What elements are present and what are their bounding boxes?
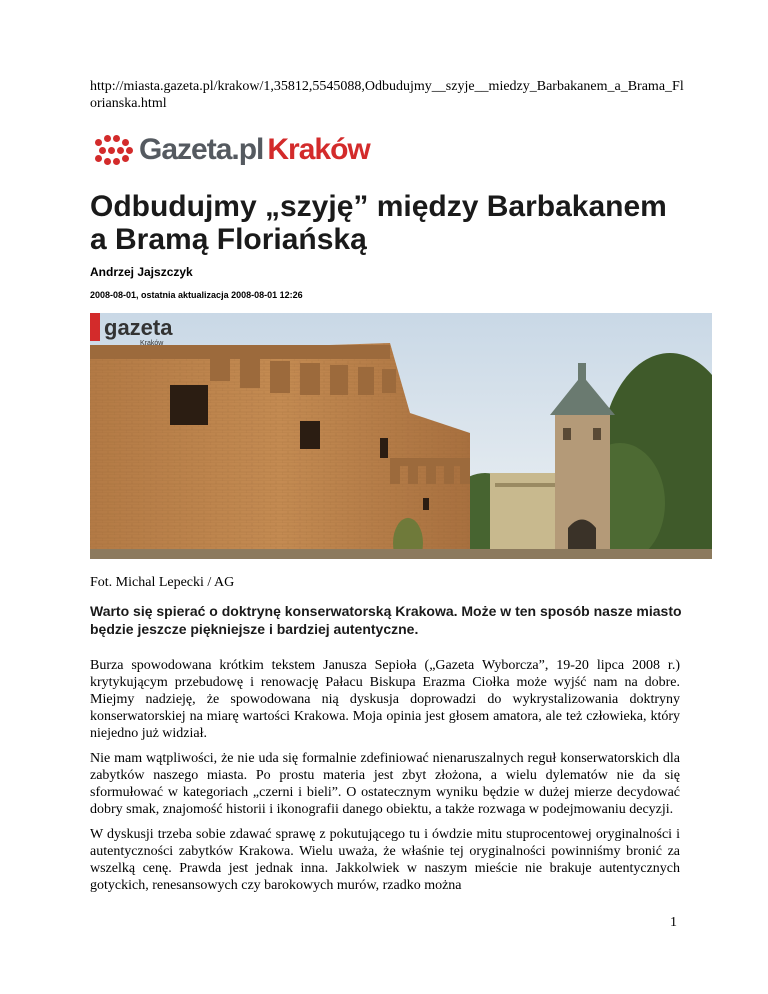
body-paragraph: W dyskusji trzeba sobie zdawać sprawę z pokutującego tu i ówdzie mitu stuprocentowej oryginalności i autentyczności zabytków Krakowa. Wielu uważa, że właśnie tej oryginalności powinniśmy bronić za wszelką cenę. Prawda jest jednak inna. Jakkolwiek w naszym mieście nie brakuje autentycznych gotyckich, renesansowych czy barokowych murów, rzadko można <box>90 827 680 893</box>
brand-name: Gazeta.pl <box>139 133 264 166</box>
article-body <box>90 657 680 902</box>
article-headline: Odbudujmy „szyję” między Barbakanem a Bramą Floriańską <box>90 190 667 256</box>
masthead-logo <box>95 130 370 170</box>
brand-city: Kraków <box>267 133 370 166</box>
body-paragraph: Nie mam wątpliwości, że nie uda się formalnie zdefiniować nienaruszalnych reguł konserwatorskich dla zabytków naszego miasta. Po prostu materia jest zbyt złożona, a wielu dylematów nie da się sformułować w kategoriach „czerni i bieli”. O ostatecznym wyniku będzie w dużej mierze decydować dobry smak, znajomość historii i ikonografii danego obiektu, a także rozwaga w podejmowaniu decyzji. <box>90 751 680 817</box>
article-lead: Warto się spierać o doktrynę konserwatorską Krakowa. Może w ten sposób nasze miasto będzie jeszcze piękniejsze i bardziej autentyczne. <box>90 603 682 637</box>
logo-dots-icon <box>95 135 133 165</box>
article-author: Andrzej Jajszczyk <box>90 265 193 279</box>
article-date: 2008-08-01, ostatnia aktualizacja 2008-08-01 12:26 <box>90 290 303 300</box>
source-url[interactable]: http://miasta.gazeta.pl/krakow/1,35812,5545088,Odbudujmy__szyje__miedzy_Barbakanem_a_Brama_Florianska.html <box>90 79 684 111</box>
page-number: 1 <box>670 915 677 930</box>
article-photo <box>90 313 712 559</box>
body-paragraph: Burza spowodowana krótkim tekstem Janusza Sepioła („Gazeta Wyborcza”, 19-20 lipca 2008 r.) krytykującym przebudowę i renowację Pałacu Biskupa Erazma Ciołka może wyjść nam na dobre. Miejmy nadzieję, że spowodowana nią dyskusja doprowadzi do wykrystalizowania doktryny konserwatorskiej na miarę wartości Krakowa. Moja opinia jest głosem amatora, ale też człowieka, który niejedno już widział. <box>90 658 680 741</box>
photo-caption: Fot. Michal Lepecki / AG <box>90 575 235 590</box>
photo-logo-main: gazeta <box>104 315 173 340</box>
photo-logo-sub: Kraków <box>140 340 164 347</box>
